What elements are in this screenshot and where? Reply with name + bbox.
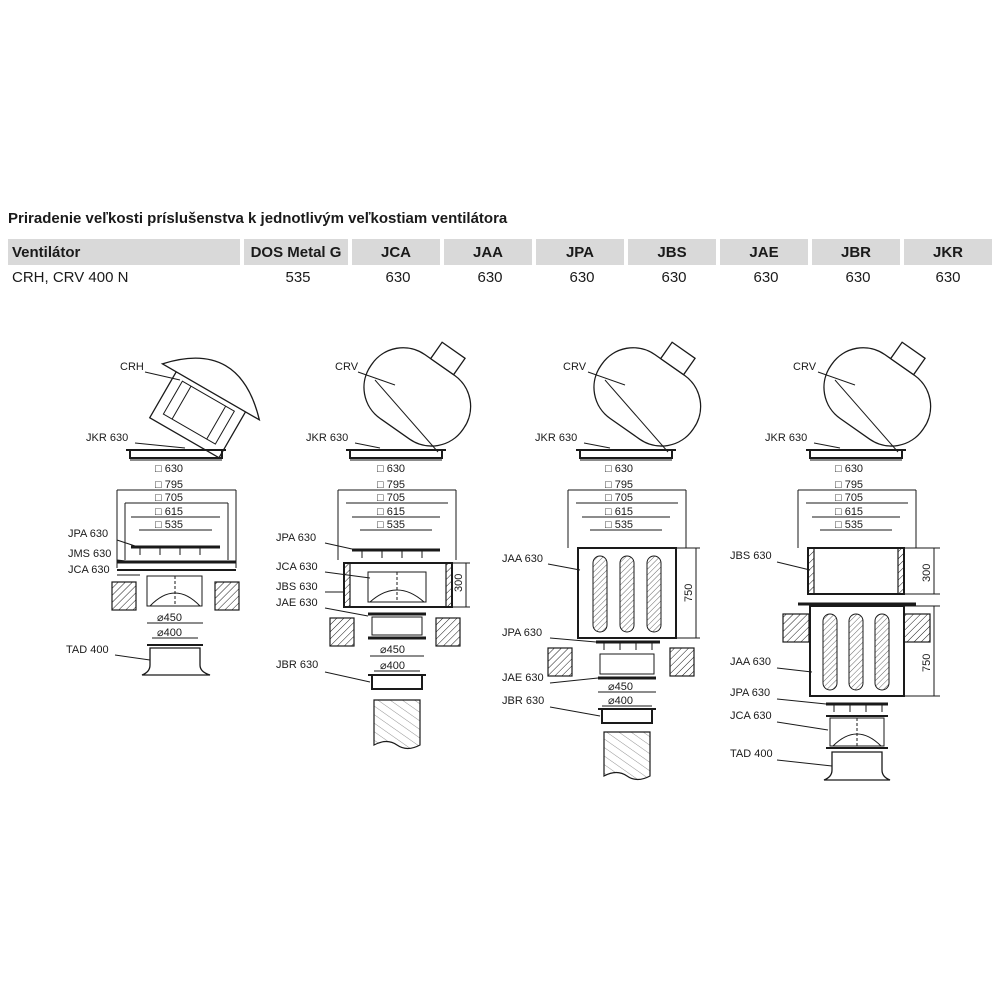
cell-jbs: 630	[661, 268, 687, 286]
dim-795-3: □ 795	[605, 479, 634, 491]
fan-crv-drawing-4	[809, 316, 957, 461]
dim-615-4: □ 615	[835, 506, 864, 518]
header-jbr: JBR	[812, 239, 904, 265]
dim-705-4: □ 705	[835, 492, 864, 504]
header-jpa: JPA	[536, 239, 628, 265]
section-title: Priradenie veľkosti príslušenstva k jednotlivým veľkostiam ventilátora	[8, 210, 508, 227]
fan-crv-drawing-2	[349, 316, 497, 461]
dim-705-3: □ 705	[605, 492, 634, 504]
dim-535-4: □ 535	[835, 519, 864, 531]
label-tad-400: TAD 400	[66, 644, 109, 656]
dim-615-2: □ 615	[377, 506, 406, 518]
dim-795: □ 795	[155, 479, 184, 491]
dim-535: □ 535	[155, 519, 184, 531]
header-jae: JAE	[720, 239, 812, 265]
dim-705: □ 705	[155, 492, 184, 504]
dim-535-2: □ 535	[377, 519, 406, 531]
label-jkr-630-3: JKR 630	[535, 432, 578, 444]
fan-crv-drawing-3	[579, 316, 727, 461]
cell-jae: 630	[753, 268, 779, 286]
cell-fan-model: CRH, CRV 400 N	[12, 268, 129, 286]
label-jaa-630-3: JAA 630	[502, 553, 543, 565]
label-jkr-630-4: JKR 630	[765, 432, 808, 444]
header-jaa: JAA	[444, 239, 536, 265]
cell-dos-metal-g: 535	[285, 268, 311, 286]
dim-450-2: ⌀450	[380, 644, 405, 656]
header-jca: JCA	[352, 239, 444, 265]
label-jpa-630-2: JPA 630	[276, 532, 317, 544]
diagram-crv-jbs-assembly	[276, 316, 497, 748]
label-jbr-630-2: JBR 630	[276, 659, 319, 671]
dim-615-3: □ 615	[605, 506, 634, 518]
dim-450: ⌀450	[157, 612, 182, 624]
diagram-crv-jbs-jaa-assembly	[730, 316, 957, 780]
dim-615: □ 615	[155, 506, 184, 518]
diagram-crv-jaa-assembly	[502, 316, 727, 779]
dim-450-3: ⌀450	[608, 681, 633, 693]
dim-750-4: 750	[921, 653, 933, 672]
header-ventilator: Ventilátor	[8, 239, 244, 265]
label-crv-2: CRV	[335, 361, 359, 373]
dim-630: □ 630	[155, 463, 184, 475]
dim-300-4: 300	[921, 563, 933, 582]
dim-795-2: □ 795	[377, 479, 406, 491]
label-jms-630: JMS 630	[68, 548, 112, 560]
dim-400-3: ⌀400	[608, 695, 633, 707]
label-jca-630-4: JCA 630	[730, 710, 772, 722]
dim-795-4: □ 795	[835, 479, 864, 491]
label-tad-400-4: TAD 400	[730, 748, 773, 760]
label-crh: CRH	[120, 361, 144, 373]
dim-630-3: □ 630	[605, 463, 634, 475]
label-jae-630-2: JAE 630	[276, 597, 318, 609]
dim-300-2: 300	[453, 573, 465, 592]
label-jbs-630-2: JBS 630	[276, 581, 318, 593]
cell-jkr: 630	[935, 268, 961, 286]
label-jca-630: JCA 630	[68, 564, 110, 576]
dim-535-3: □ 535	[605, 519, 634, 531]
dim-705-2: □ 705	[377, 492, 406, 504]
label-jaa-630-4: JAA 630	[730, 656, 771, 668]
header-jbs: JBS	[628, 239, 720, 265]
dim-630-2: □ 630	[377, 463, 406, 475]
dim-400-2: ⌀400	[380, 660, 405, 672]
cell-jaa: 630	[477, 268, 503, 286]
label-jae-630-3: JAE 630	[502, 672, 544, 684]
cell-jca: 630	[385, 268, 411, 286]
dim-750-3: 750	[683, 583, 695, 602]
header-jkr: JKR	[904, 239, 992, 265]
label-jpa-630-4: JPA 630	[730, 687, 771, 699]
fan-crh-drawing	[136, 338, 274, 466]
label-crv-3: CRV	[563, 361, 587, 373]
label-crv-4: CRV	[793, 361, 817, 373]
cell-jbr: 630	[845, 268, 871, 286]
label-jca-630-2: JCA 630	[276, 561, 318, 573]
label-jbr-630-3: JBR 630	[502, 695, 545, 707]
dim-630-4: □ 630	[835, 463, 864, 475]
label-jpa-630-3: JPA 630	[502, 627, 543, 639]
label-jbs-630-4: JBS 630	[730, 550, 772, 562]
header-dos-metal-g: DOS Metal G	[244, 239, 352, 265]
label-jkr-630: JKR 630	[86, 432, 129, 444]
diagram-crh-assembly	[66, 338, 274, 675]
label-jpa-630: JPA 630	[68, 528, 109, 540]
cell-jpa: 630	[569, 268, 595, 286]
label-jkr-630-2: JKR 630	[306, 432, 349, 444]
dim-400: ⌀400	[157, 627, 182, 639]
